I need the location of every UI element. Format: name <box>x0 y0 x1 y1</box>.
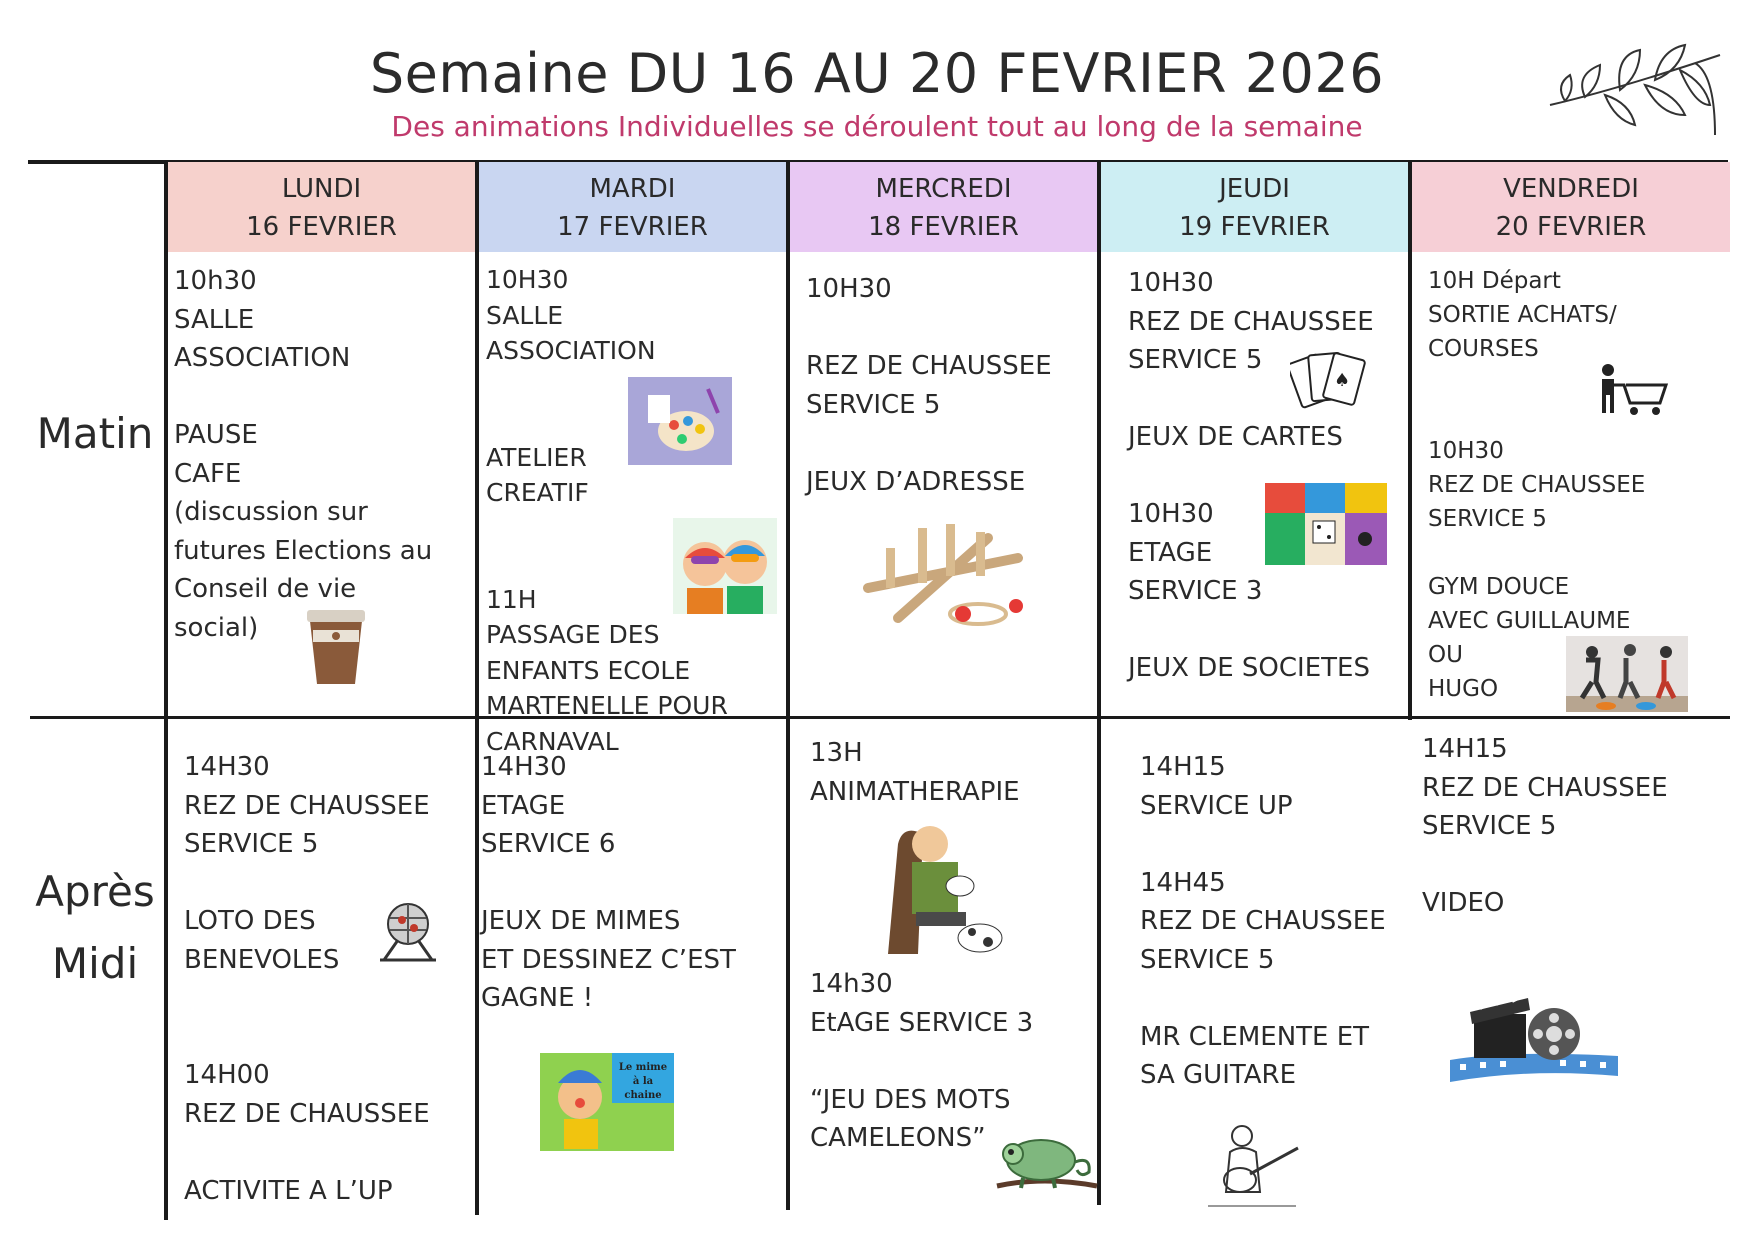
day-name: VENDREDI <box>1503 174 1639 204</box>
svg-text:♠: ♠ <box>1334 370 1351 391</box>
mime-clown-icon <box>540 1053 674 1151</box>
jeudi-afternoon-activities: 14H15 SERVICE UP 14H45 REZ DE CHAUSSEE SERVICE 5 MR CLEMENTE ET SA GUITARE <box>1140 752 1386 1090</box>
vendredi-morning-activities: 10H Départ SORTIE ACHATS/ COURSES 10H30 REZ DE CHAUSSEE SERVICE 5 GYM DOUCE AVEC GUILLAUME OU HUGO <box>1428 268 1646 702</box>
leaf-branch-icon <box>1545 35 1725 145</box>
gym-class-icon <box>1566 636 1688 712</box>
coffee-cup-icon <box>305 608 367 686</box>
day-date: 17 FEVRIER <box>557 212 708 242</box>
lundi-afternoon-activities: 14H30 REZ DE CHAUSSEE SERVICE 5 LOTO DES BENEVOLES 14H00 REZ DE CHAUSSEE ACTIVITE A L’UP <box>184 752 430 1206</box>
day-header-vendredi <box>1412 162 1730 252</box>
guitar-player-icon <box>1200 1122 1304 1208</box>
day-date: 20 FEVRIER <box>1495 212 1647 242</box>
dog-therapy-icon <box>868 814 1008 954</box>
page-title: Semaine DU 16 AU 20 FEVRIER 2026 <box>369 42 1385 105</box>
chameleon-icon <box>993 1126 1101 1204</box>
day-name: LUNDI <box>281 174 362 204</box>
page-subtitle: Des animations Individuelles se déroulent tout au long de la semaine <box>391 110 1363 143</box>
column-divider <box>786 160 790 1210</box>
day-date: 18 FEVRIER <box>868 212 1019 242</box>
column-divider <box>1097 160 1101 1205</box>
mardi-morning-activities: 10H30 SALLE ASSOCIATION ATELIER CREATIF 11H PASSAGE DES ENFANTS ECOLE MARTENELLE POUR CARNAVAL <box>486 265 728 756</box>
paint-palette-icon <box>628 377 732 465</box>
table-mid-border <box>30 716 1730 719</box>
period-afternoon-label-2: Midi <box>51 939 139 988</box>
board-games-icon <box>1265 483 1387 565</box>
day-date: 16 FEVRIER <box>246 212 397 242</box>
day-name: MERCREDI <box>875 174 1012 204</box>
day-date: 19 FEVRIER <box>1179 212 1330 242</box>
mardi-afternoon-activities: 14H30 ETAGE SERVICE 6 JEUX DE MIMES ET DESSINEZ C’EST GAGNE ! <box>481 752 736 1013</box>
column-divider <box>475 160 479 1215</box>
playing-cards-icon <box>1290 348 1370 414</box>
jeudi-morning-activities: 10H30 REZ DE CHAUSSEE SERVICE 5 JEUX DE CARTES 10H30 ETAGE SERVICE 3 JEUX DE SOCIETES <box>1128 268 1374 683</box>
carnival-kids-icon <box>673 518 777 614</box>
day-header-lundi <box>168 162 475 252</box>
shopping-cart-icon <box>1596 363 1670 417</box>
film-reel-icon <box>1450 990 1618 1094</box>
period-afternoon-label-1: Après <box>35 867 155 916</box>
mime-sign-label: Le mime à la chaine <box>618 1062 668 1101</box>
vendredi-afternoon-activities: 14H15 REZ DE CHAUSSEE SERVICE 5 VIDEO <box>1422 734 1668 918</box>
lundi-morning-activities: 10h30 SALLE ASSOCIATION PAUSE CAFE (discussion sur futures Elections au Conseil de vie social) <box>174 266 433 643</box>
day-header-mardi <box>479 162 786 252</box>
mercredi-afternoon-activities: 13H ANIMATHERAPIE 14h30 EtAGE SERVICE 3 “JEU DES MOTS CAMELEONS” <box>810 738 1034 1153</box>
loto-cage-icon <box>378 898 440 964</box>
day-header-mercredi <box>790 162 1097 252</box>
column-divider <box>164 160 168 1220</box>
day-name: MARDI <box>589 174 676 204</box>
mercredi-morning-activities: 10H30 REZ DE CHAUSSEE SERVICE 5 JEUX D’ADRESSE <box>806 274 1052 497</box>
ring-toss-icon <box>858 518 1028 636</box>
day-header-jeudi <box>1101 162 1408 252</box>
period-morning-label: Matin <box>36 409 154 458</box>
day-name: JEUDI <box>1219 174 1290 204</box>
